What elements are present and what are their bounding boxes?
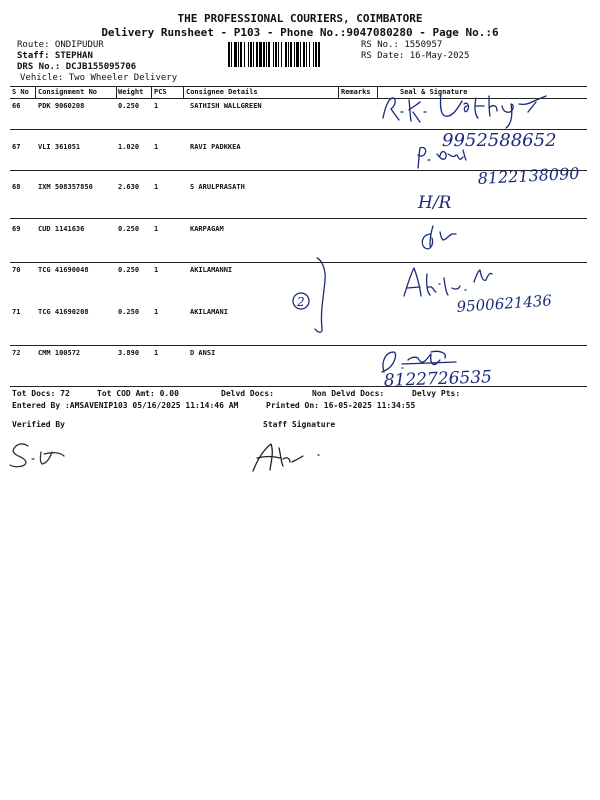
row-pcs: 1	[154, 102, 159, 110]
col-weight: Weight	[118, 88, 144, 96]
row-consignee: RAVI PADKKEA	[190, 143, 241, 151]
row-consignee: AKILAMANI	[190, 308, 228, 316]
handwritten-signature-row69	[422, 226, 456, 249]
row-weight: 2.630	[118, 183, 140, 191]
runsheet-subtitle: Delivery Runsheet - P103 - Phone No.:9047080280 - Page No.:6	[101, 26, 499, 39]
handwritten-bracket	[315, 258, 325, 332]
row-sno: 71	[12, 308, 21, 316]
total-docs: Tot Docs: 72	[12, 389, 70, 398]
row-consignment: CUD 1141636	[38, 225, 85, 233]
row-weight: 0.250	[118, 308, 140, 316]
handwritten-note-row68: H/R	[418, 193, 452, 213]
row-sno: 70	[12, 266, 21, 274]
rs-date: RS Date: 16-May-2025	[361, 51, 470, 61]
row-sno: 72	[12, 349, 21, 357]
row-pcs: 1	[154, 349, 159, 357]
entered-by: Entered By :AMSAVENIP103 05/16/2025 11:14:46 AM	[12, 401, 239, 410]
row-consignment: TCG 41690048	[38, 266, 89, 274]
rs-number: RS No.: 1550957	[361, 40, 443, 50]
drs-number: DRS No.: DCJB155095706	[17, 62, 137, 72]
row-consignee: AKILAMANNI	[190, 266, 233, 274]
row-consignment: IXM 508357850	[38, 183, 93, 191]
row-pcs: 1	[154, 143, 159, 151]
col-pcs: PCS	[154, 88, 167, 96]
row-consignment: PDK 9060208	[38, 102, 85, 110]
vehicle-label: Vehicle: Two Wheeler Delivery	[20, 73, 178, 83]
row-sno: 66	[12, 102, 21, 110]
row-consignee: S ARULPRASATH	[190, 183, 245, 191]
row-weight: 3.890	[118, 349, 140, 357]
printed-on: Printed On: 16-05-2025 11:34:55	[266, 401, 416, 410]
staff-signature	[253, 444, 319, 471]
row-sno: 69	[12, 225, 21, 233]
col-consignment: Consignment No	[38, 88, 98, 96]
row-consignee: KARPAGAM	[190, 225, 224, 233]
row-consignee: SATHISH WALLGREEN	[190, 102, 262, 110]
row-pcs: 1	[154, 183, 159, 191]
handwritten-phone-row67: 8122138090	[477, 163, 580, 188]
row-consignment: CMM 100572	[38, 349, 81, 357]
row-weight: 0.250	[118, 225, 140, 233]
delivery-points: Delvy Pts:	[412, 389, 461, 398]
col-consignee: Consignee Details	[186, 88, 258, 96]
staff-label: Staff: STEPHAN	[17, 51, 93, 61]
row-consignee: D ANSI	[190, 349, 216, 357]
row-weight: 0.250	[118, 102, 140, 110]
handwritten-phone-row66: 9952588652	[442, 130, 557, 151]
col-sno: S No	[12, 88, 29, 96]
col-remarks: Remarks	[341, 88, 371, 96]
delivered-docs: Delvd Docs:	[221, 389, 274, 398]
route-label: Route: ONDIPUDUR	[17, 40, 104, 50]
row-pcs: 1	[154, 266, 159, 274]
handwritten-phone-row70: 9500621436	[456, 291, 553, 316]
non-delivered-docs: Non Delvd Docs:	[312, 389, 385, 398]
row-sno: 68	[12, 183, 21, 191]
total-cod: Tot COD Amt: 0.00	[97, 389, 179, 398]
company-title: THE PROFESSIONAL COURIERS, COIMBATORE	[177, 12, 423, 25]
staff-signature-label: Staff Signature	[263, 420, 336, 429]
handwritten-signature-row70	[404, 268, 492, 296]
row-weight: 0.250	[118, 266, 140, 274]
col-seal-signature: Seal & Signature	[400, 88, 468, 96]
handwritten-phone-row72: 8122726535	[383, 367, 493, 391]
row-sno: 67	[12, 143, 21, 151]
handwritten-signature-row66	[383, 93, 546, 128]
handwritten-mark: 2	[297, 295, 305, 309]
verified-by-signature	[10, 444, 64, 467]
row-pcs: 1	[154, 225, 159, 233]
row-weight: 1.020	[118, 143, 140, 151]
row-consignment: TCG 41690208	[38, 308, 89, 316]
row-pcs: 1	[154, 308, 159, 316]
verified-by-label: Verified By	[12, 420, 65, 429]
row-consignment: VLI 361051	[38, 143, 81, 151]
